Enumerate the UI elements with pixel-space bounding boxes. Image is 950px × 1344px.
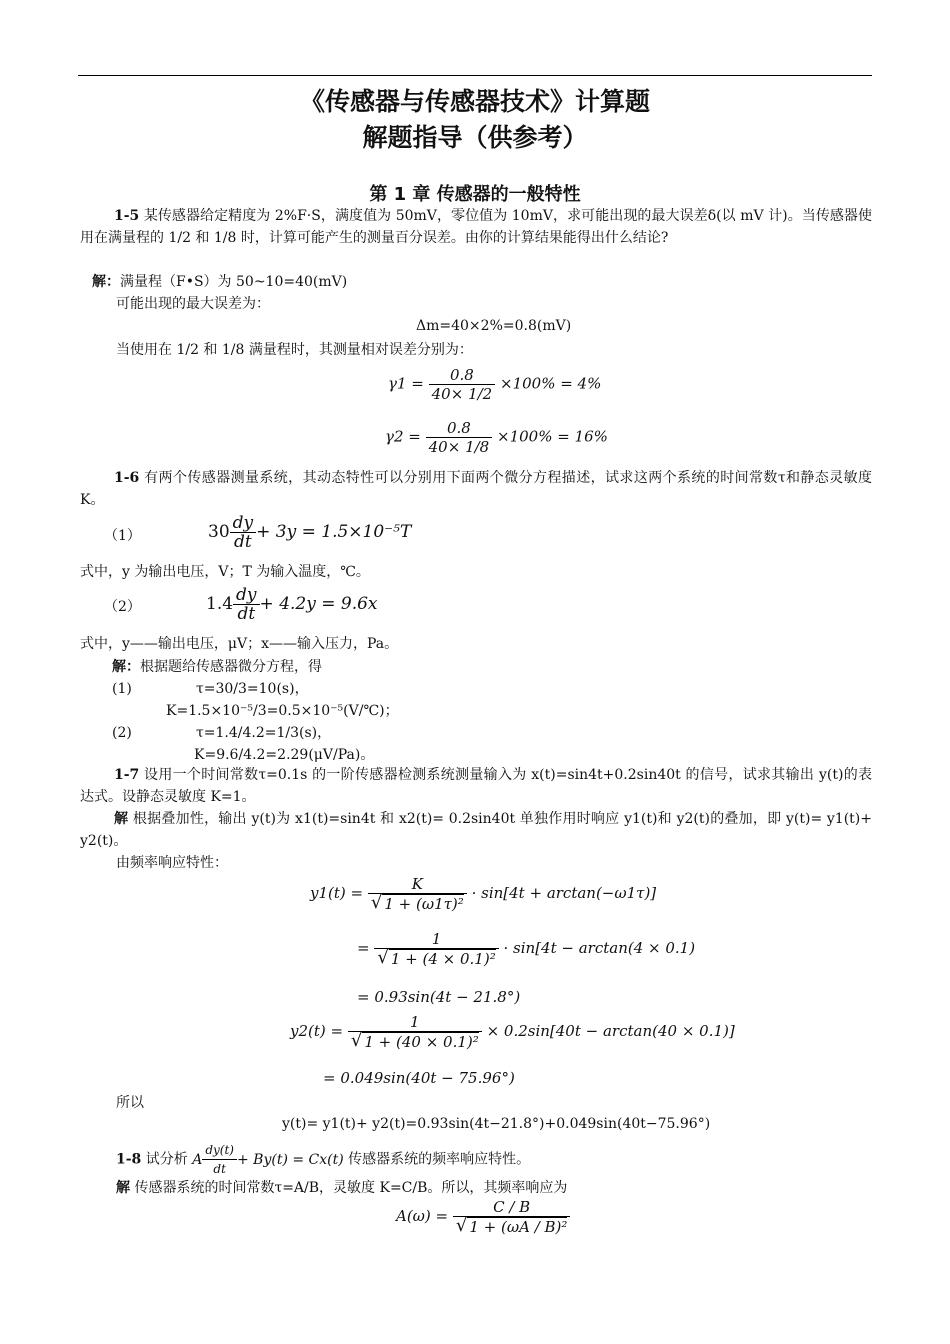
solution-line: 解：根据题给传感器微分方程，得 — [112, 659, 322, 675]
equation-label: （1） — [104, 528, 141, 544]
equation-y2: y2(t) = $\frac{1}{\text{√ 1 + (40 × 0.1)²}}$ × 0.2sin[40t − arctan(40 × 0.1)] — [290, 1013, 735, 1051]
equation-delta: Δm=40×2%=0.8(mV) — [416, 318, 572, 334]
result-label: (1) — [112, 681, 132, 697]
equation-label: （2） — [104, 599, 141, 615]
result-line: K=9.6/4.2=2.29(μV/Pa)。 — [194, 747, 375, 763]
problem-text: 某传感器给定精度为 2%F·S，满度值为 50mV，零位值为 10mV，求可能出现的最大误差δ(以 mV 计)。当传感器使用在满量程的 1/2 和 1/8 时，计算可能产生的测量百分误差。由你的计算结果能得出什么结论? — [80, 208, 872, 246]
doc-title: 《传感器与传感器技术》计算题 — [299, 87, 650, 116]
equation-y1: y1(t) = $\frac{K}{\text{√ 1 + (ω1τ)²}}$ · sin[4t + arctan(−ω1τ)] — [310, 875, 657, 913]
solution-line: 解：满量程（F•S）为 50~10=40(mV) — [92, 274, 348, 290]
equation-y1-step: = $\frac{1}{\text{√ 1 + (4 × 0.1)²}}$ · sin[4t − arctan(4 × 0.1) — [357, 930, 696, 968]
equation-final: y(t)= y1(t)+ y2(t)=0.93sin(4t−21.8°)+0.049sin(40t−75.96°) — [282, 1116, 711, 1132]
solution-line: 由频率响应特性： — [116, 855, 228, 871]
problem-number: 1-5 — [114, 208, 140, 224]
equation-amplitude: A(ω) = $\frac{C / B}{\text{√ 1 + (ωA / B)²}}$ — [396, 1198, 570, 1236]
equation-y2-result: = 0.049sin(40t − 75.96°) — [323, 1069, 515, 1087]
result-line: τ=30/3=10(s)， — [196, 681, 309, 697]
problem-1-6: 1-6 有两个传感器测量系统，其动态特性可以分别用下面两个微分方程描述，试求这两个系统的时间常数τ和静态灵敏度 K。 — [80, 470, 872, 508]
solution-line: 当使用在 1/2 和 1/8 满量程时，其测量相对误差分别为： — [116, 342, 473, 358]
equation-gamma1: γ1 = $\frac{0.8}{40\times 1/2}$ ×100% = 4% — [388, 366, 602, 403]
chapter-heading: 第 1 章 传感器的一般特性 — [369, 184, 581, 205]
equation-ode-2: 1.4 $\frac{dy}{dt}$ + 4.2y = 9.6x — [206, 585, 378, 624]
solution-1-7: 解 根据叠加性，输出 y(t)为 x1(t)=sin4t 和 x2(t)= 0.2sin40t 单独作用时响应 y1(t)和 y2(t)的叠加，即 y(t)= y1(t)+ y2(t)。 — [80, 811, 872, 849]
equation-note: 式中，y——输出电压，μV；x——输入压力，Pa。 — [80, 636, 399, 652]
result-line: K=1.5×10⁻⁵/3=0.5×10⁻⁵(V/℃)； — [166, 703, 399, 719]
solution-line: 解 传感器系统的时间常数τ=A/B，灵敏度 K=C/B。所以，其频率响应为 — [116, 1180, 568, 1196]
equation-note: 式中，y 为输出电压，V；T 为输入温度，℃。 — [80, 564, 370, 580]
equation-ode-1: 30 $\frac{dy}{dt}$ + 3y = 1.5×10⁻⁵T — [208, 513, 412, 552]
doc-subtitle: 解题指导（供参考） — [362, 123, 588, 152]
equation-y1-result: = 0.93sin(4t − 21.8°) — [357, 988, 521, 1006]
solution-line: 所以 — [116, 1095, 144, 1111]
problem-1-7: 1-7 设用一个时间常数τ=0.1s 的一阶传感器检测系统测量输入为 x(t)=sin4t+0.2sin40t 的信号，试求其输出 y(t)的表达式。设静态灵敏度 K=1。 — [80, 767, 872, 805]
solution-line: 可能出现的最大误差为： — [116, 296, 270, 312]
equation-gamma2: γ2 = $\frac{0.8}{40\times 1/8}$ ×100% = 16% — [385, 419, 608, 456]
result-line: τ=1.4/4.2=1/3(s)， — [196, 725, 332, 741]
problem-1-8: 1-8 试分析 A $\frac{dy(t)}{dt}$ + By(t) = Cx(t) 传感器系统的频率响应特性。 — [116, 1143, 531, 1176]
result-label: (2) — [112, 725, 132, 741]
problem-1-5 — [80, 206, 872, 249]
top-rule — [78, 75, 872, 76]
